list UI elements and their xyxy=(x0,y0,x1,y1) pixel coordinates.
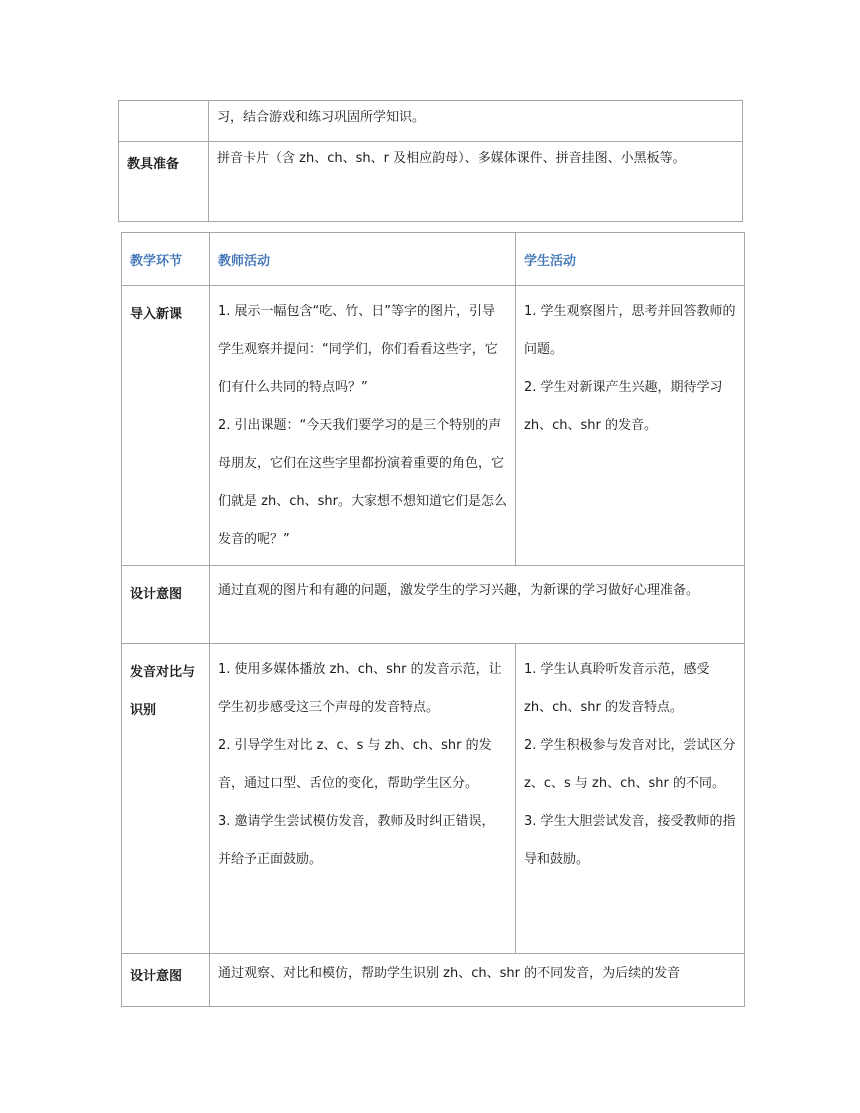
empty-label-cell xyxy=(119,101,209,142)
teacher-activity-item: 3. 邀请学生尝试模仿发音，教师及时纠正错误，并给予正面鼓励。 xyxy=(218,814,495,867)
design-intent-label: 设计意图 xyxy=(122,954,210,1007)
teacher-activity-item: 2. 引导学生对比 z、c、s 与 zh、ch、shr 的发音，通过口型、舌位的变化，帮助学生区分。 xyxy=(218,738,492,791)
table-row xyxy=(122,566,745,644)
table-row xyxy=(122,286,745,566)
student-activity-cell xyxy=(516,286,745,566)
design-intent-label: 设计意图 xyxy=(122,566,210,644)
lesson-process-table xyxy=(121,232,745,1007)
header-stage: 教学环节 xyxy=(122,233,210,286)
stage-label: 发音对比与识别 xyxy=(122,644,210,954)
teacher-activity-item: 2. 引出课题：“今天我们要学习的是三个特别的声母朋友，它们在这些字里都扮演着重要的角色，它们就是 zh、ch、shr。大家想不想知道它们是怎么发音的呢？” xyxy=(218,418,507,547)
stage-label: 导入新课 xyxy=(122,286,210,566)
header-teacher-activity: 教师活动 xyxy=(210,233,516,286)
teacher-activity-cell xyxy=(210,644,516,954)
design-intent-text: 通过观察、对比和模仿，帮助学生识别 zh、ch、shr 的不同发音，为后续的发音 xyxy=(210,954,745,1007)
student-activity-item: 3. 学生大胆尝试发音，接受教师的指导和鼓励。 xyxy=(524,814,736,867)
objective-continued-text: 习，结合游戏和练习巩固所学知识。 xyxy=(209,101,743,142)
header-student-activity: 学生活动 xyxy=(516,233,745,286)
student-activity-item: 2. 学生对新课产生兴趣，期待学习 zh、ch、shr 的发音。 xyxy=(524,380,723,433)
materials-label: 教具准备 xyxy=(119,142,209,222)
teacher-activity-item: 1. 使用多媒体播放 zh、ch、shr 的发音示范，让学生初步感受这三个声母的发音特点。 xyxy=(218,662,502,715)
teacher-activity-item: 1. 展示一幅包含“吃、竹、日”等字的图片，引导学生观察并提问：“同学们，你们看看这些字，它们有什么共同的特点吗？” xyxy=(218,304,498,395)
design-intent-text: 通过直观的图片和有趣的问题，激发学生的学习兴趣，为新课的学习做好心理准备。 xyxy=(210,566,745,644)
table-header-row xyxy=(122,233,745,286)
student-activity-item: 1. 学生观察图片，思考并回答教师的问题。 xyxy=(524,304,736,357)
materials-text: 拼音卡片（含 zh、ch、sh、r 及相应韵母）、多媒体课件、拼音挂图、小黑板等。 xyxy=(209,142,743,222)
student-activity-item: 2. 学生积极参与发音对比，尝试区分 z、c、s 与 zh、ch、shr 的不同。 xyxy=(524,738,736,791)
table-row xyxy=(122,954,745,1007)
materials-table xyxy=(118,100,743,222)
student-activity-cell xyxy=(516,644,745,954)
student-activity-item: 1. 学生认真聆听发音示范，感受 zh、ch、shr 的发音特点。 xyxy=(524,662,710,715)
teacher-activity-cell xyxy=(210,286,516,566)
table-row xyxy=(122,644,745,954)
